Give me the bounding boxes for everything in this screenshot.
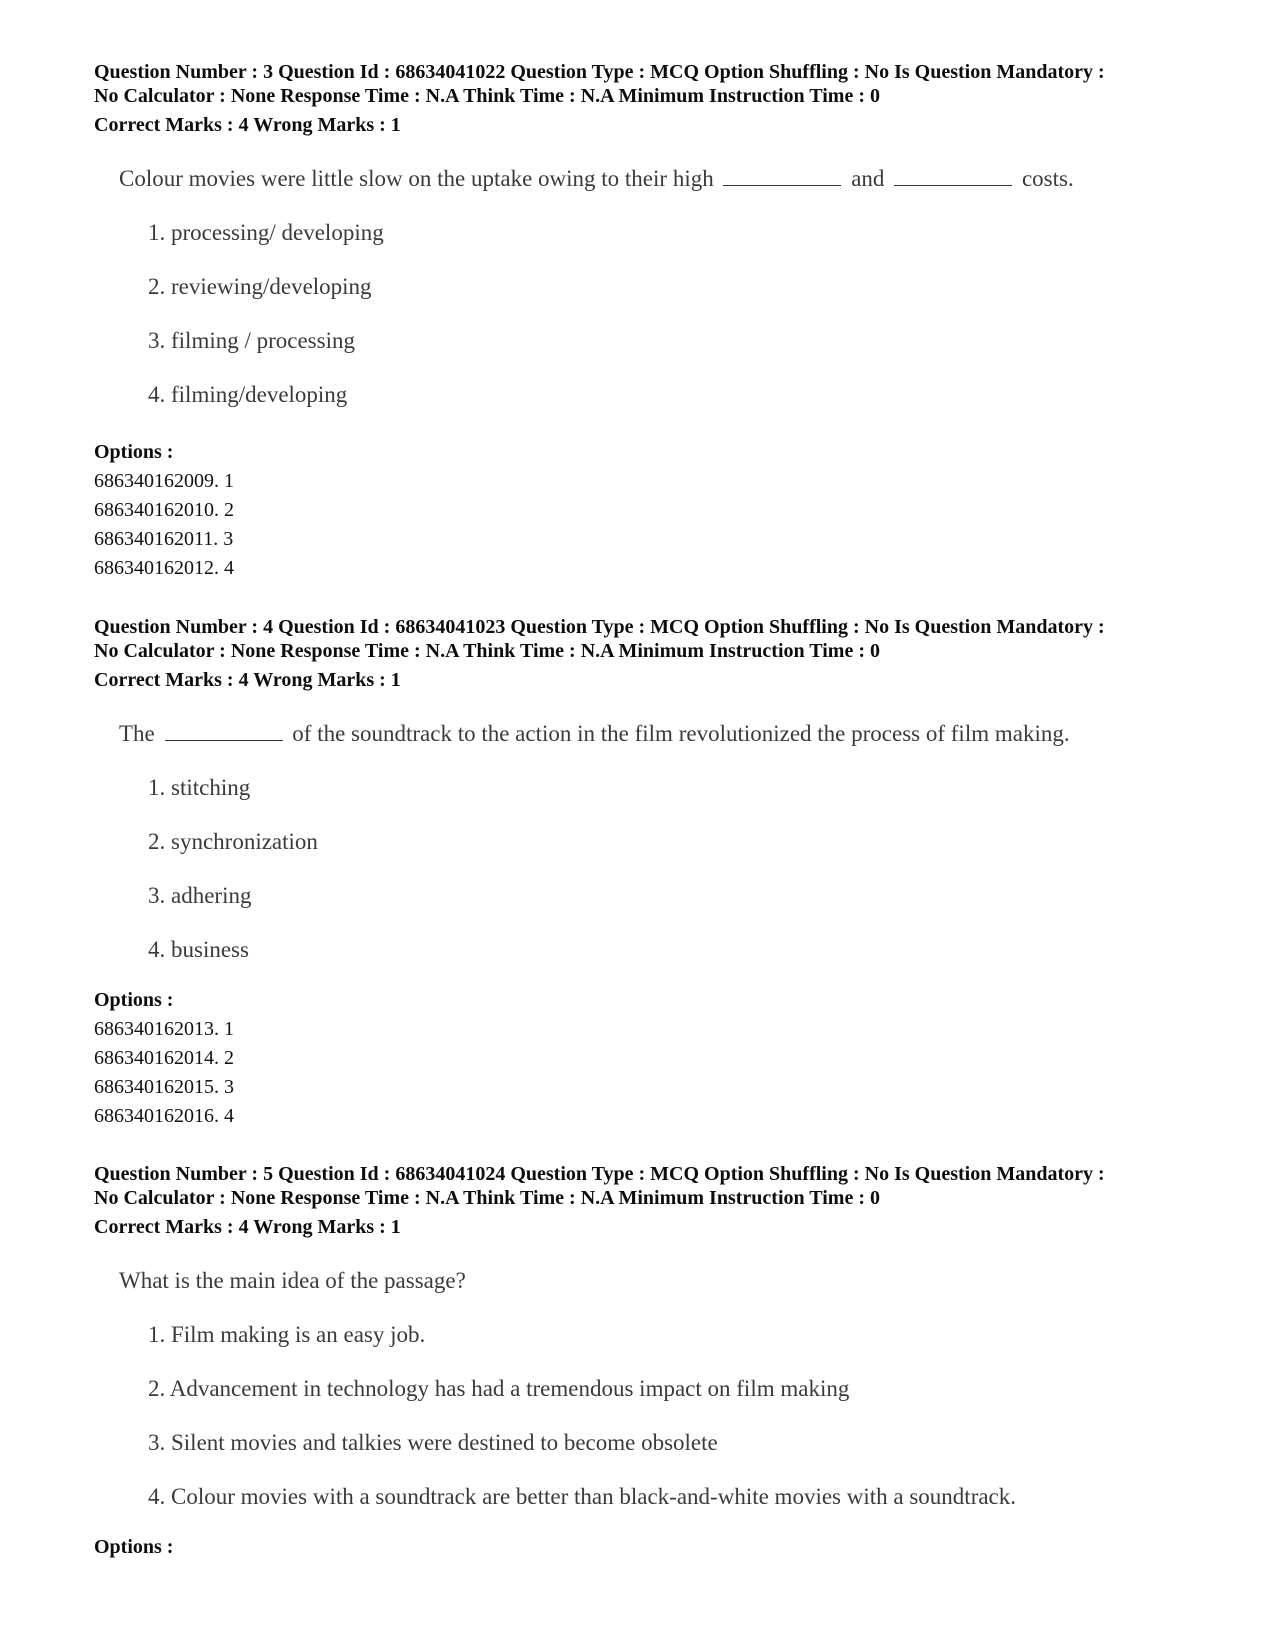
option-id-row: 686340162013. 1 [94, 1018, 234, 1040]
question-marks: Correct Marks : 4 Wrong Marks : 1 [94, 1216, 401, 1238]
fill-blank [723, 167, 841, 186]
question-meta-line-2: No Calculator : None Response Time : N.A Think Time : N.A Minimum Instruction Time : 0 [94, 85, 880, 107]
stem-text-part: and [851, 166, 885, 191]
options-label: Options : [94, 1536, 174, 1558]
answer-choice: 4. Colour movies with a soundtrack are better than black-and-white movies with a soundtrack. [148, 1484, 1017, 1509]
option-id-row: 686340162014. 2 [94, 1047, 234, 1069]
question-meta-line-2: No Calculator : None Response Time : N.A Think Time : N.A Minimum Instruction Time : 0 [94, 640, 880, 662]
question-meta-line-1: Question Number : 3 Question Id : 68634041022 Question Type : MCQ Option Shuffling : No Is Question Mandatory : [94, 61, 1105, 83]
option-id-row: 686340162016. 4 [94, 1105, 234, 1127]
answer-choice: 4. business [148, 937, 249, 962]
answer-choice: 3. Silent movies and talkies were destined to become obsolete [148, 1430, 718, 1455]
question-meta-line-1: Question Number : 5 Question Id : 68634041024 Question Type : MCQ Option Shuffling : No Is Question Mandatory : [94, 1163, 1105, 1185]
options-label: Options : [94, 989, 174, 1011]
question-meta [94, 1162, 1214, 1210]
question-marks: Correct Marks : 4 Wrong Marks : 1 [94, 114, 401, 136]
answer-choice: 2. synchronization [148, 829, 318, 854]
question-meta-line-2: No Calculator : None Response Time : N.A Think Time : N.A Minimum Instruction Time : 0 [94, 1187, 880, 1209]
question-stem [119, 1267, 466, 1295]
stem-text-part: The [119, 721, 155, 746]
options-label: Options : [94, 441, 174, 463]
stem-text-part: of the soundtrack to the action in the film revolutionized the process of film making. [292, 721, 1070, 746]
option-id-row: 686340162009. 1 [94, 470, 234, 492]
answer-choice: 1. Film making is an easy job. [148, 1322, 426, 1347]
stem-text-part: costs. [1021, 166, 1074, 191]
answer-choice: 4. filming/developing [148, 382, 348, 407]
option-id-row: 686340162012. 4 [94, 557, 234, 579]
question-meta-line-1: Question Number : 4 Question Id : 68634041023 Question Type : MCQ Option Shuffling : No Is Question Mandatory : [94, 616, 1105, 638]
question-stem [119, 720, 1070, 748]
answer-choice: 3. adhering [148, 883, 252, 908]
answer-choice: 2. Advancement in technology has had a tremendous impact on film making [148, 1376, 850, 1401]
fill-blank [165, 722, 283, 741]
question-stem [119, 165, 1074, 193]
answer-choice: 3. filming / processing [148, 328, 355, 353]
stem-text-part: Colour movies were little slow on the uptake owing to their high [119, 166, 714, 191]
question-meta [94, 615, 1214, 663]
stem-text-part: What is the main idea of the passage? [119, 1268, 466, 1293]
option-id-row: 686340162011. 3 [94, 528, 234, 550]
fill-blank [894, 167, 1012, 186]
question-marks: Correct Marks : 4 Wrong Marks : 1 [94, 669, 401, 691]
answer-choice: 1. stitching [148, 775, 251, 800]
answer-choice: 2. reviewing/developing [148, 274, 372, 299]
option-id-row: 686340162015. 3 [94, 1076, 234, 1098]
question-meta [94, 60, 1214, 108]
option-id-row: 686340162010. 2 [94, 499, 234, 521]
answer-choice: 1. processing/ developing [148, 220, 384, 245]
